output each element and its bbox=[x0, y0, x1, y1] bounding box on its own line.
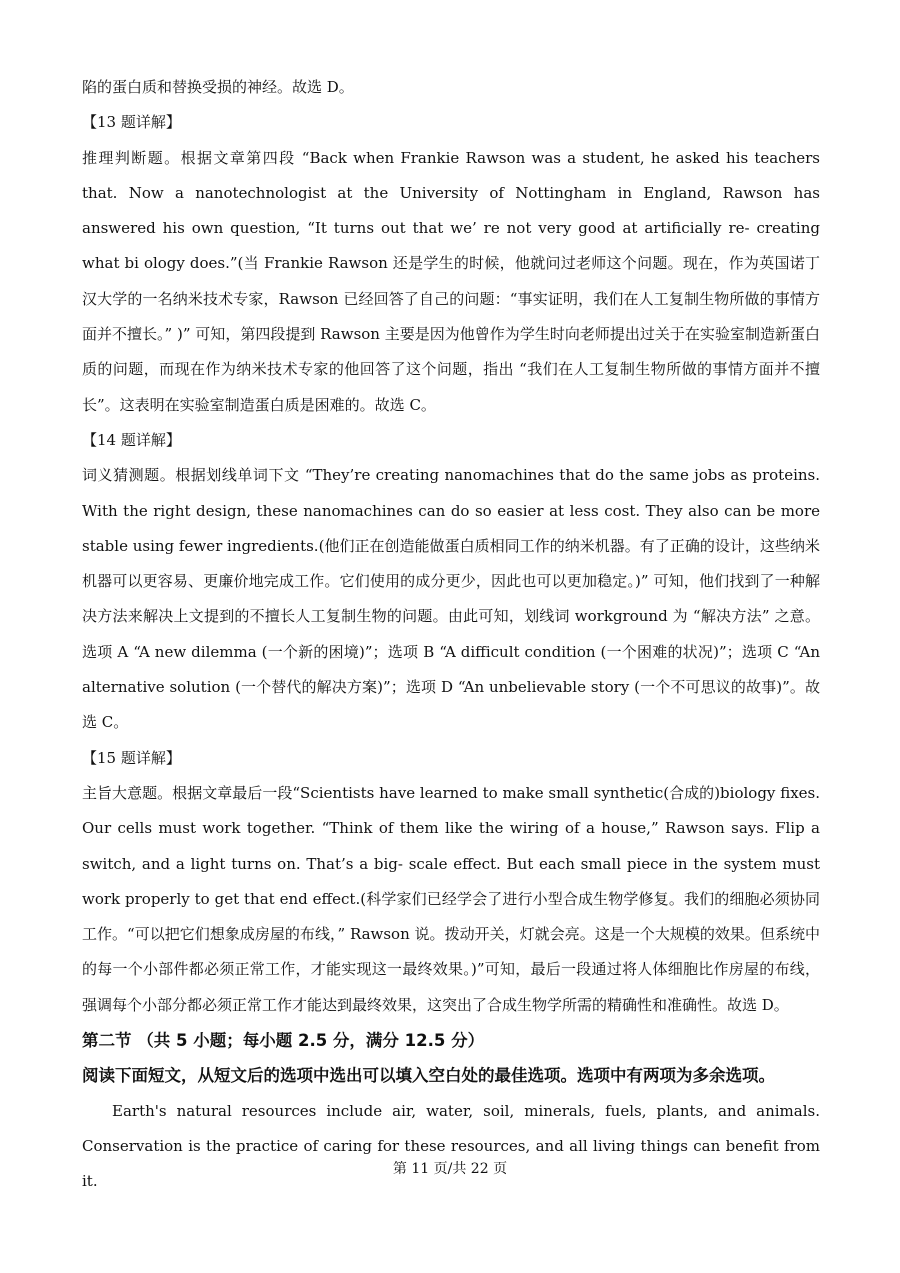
top-paragraph: 陷的蛋白质和替换受损的神经。故选 D。 bbox=[82, 78, 354, 96]
document-page bbox=[82, 70, 820, 1200]
q14-header: 【14 题详解】 bbox=[82, 430, 181, 449]
page-footer: 第 11 页/共 22 页 bbox=[392, 1161, 508, 1177]
q13-header: 【13 题详解】 bbox=[82, 113, 181, 132]
passage-paragraph: Earth's natural resources include air, water, soil, minerals, fuels, plants, and animals. Conservation is the practice of caring for these resources, and all living things can benefit from it. bbox=[82, 1101, 820, 1191]
q13-body: 推理判断题。根据文章第四段 “Back when Frankie Rawson was a student, he asked his teachers that. Now a nanotechnologist at the University of Nottingham in England, Rawson has answered his own question, “It turns out that we’ re not very good at artificially re- creating what bi ology does.”(当 Frankie Rawson 还是学生的时候，他就问过老师这个问题。现在，作为英国诺丁汉大学的一名纳米技术专家，Rawson 已经回答了自己的问题：“事实证明，我们在人工复制生物所做的事情方面并不擅长。” )” 可知，第四段提到 Rawson 主要是因为他曾作为学生时向老师提出过关于在实验室制造新蛋白质的问题，而现在作为纳米技术专家的他回答了这个问题，指出 “我们在人工复制生物所做的事情方面并不擅长”。这表明在实验室制造蛋白质是困难的。故选 C。 bbox=[82, 148, 820, 414]
q15-body: 主旨大意题。根据文章最后一段“Scientists have learned to make small synthetic(合成的)biology fixes. Our cells must work together. “Think of them like the wiring of a house,” Rawson says. Flip a switch, and a light turns on. That’s a big- scale effect. But each small piece in the system must work properly to get that end effect.(科学家们已经学会了进行小型合成生物学修复。我们的细胞必须协同工作。“可以把它们想象成房屋的布线，” Rawson 说。拨动开关，灯就会亮。这是一个大规模的效果。但系统中的每一个小部件都必须正常工作，才能实现这一最终效果。)”可知，最后一段通过将人体细胞比作房屋的布线，强调每个小部分都必须正常工作才能达到最终效果，这突出了合成生物学所需的精确性和准确性。故选 D。 bbox=[82, 783, 820, 1014]
section2-instruction: 阅读下面短文，从短文后的选项中选出可以填入空白处的最佳选项。选项中有两项为多余选项。 bbox=[82, 1066, 775, 1086]
q14-body: 词义猜测题。根据划线单词下文 “They’re creating nanomachines that do the same jobs as proteins. With the right design, these nanomachines can do so easier at less cost. They also can be more stable using fewer ingredients.(他们正在创造能做蛋白质相同工作的纳米机器。有了正确的设计，这些纳米机器可以更容易、更廉价地完成工作。它们使用的成分更少，因此也可以更加稳定。)” 可知，他们找到了一种解决方法来解决上文提到的不擅长人工复制生物的问题。由此可知，划线词 workground 为 “解决方法” 之意。选项 A “A new dilemma (一个新的困境)”；选项 B “A difficult condition (一个困难的状况)”；选项 C “An alternative solution (一个替代的解决方案)”；选项 D “An unbelievable story (一个不可思议的故事)”。故选 C。 bbox=[82, 466, 820, 732]
section2-title: 第二节 （共 5 小题；每小题 2.5 分，满分 12.5 分） bbox=[82, 1031, 485, 1051]
q15-header: 【15 题详解】 bbox=[82, 748, 181, 767]
